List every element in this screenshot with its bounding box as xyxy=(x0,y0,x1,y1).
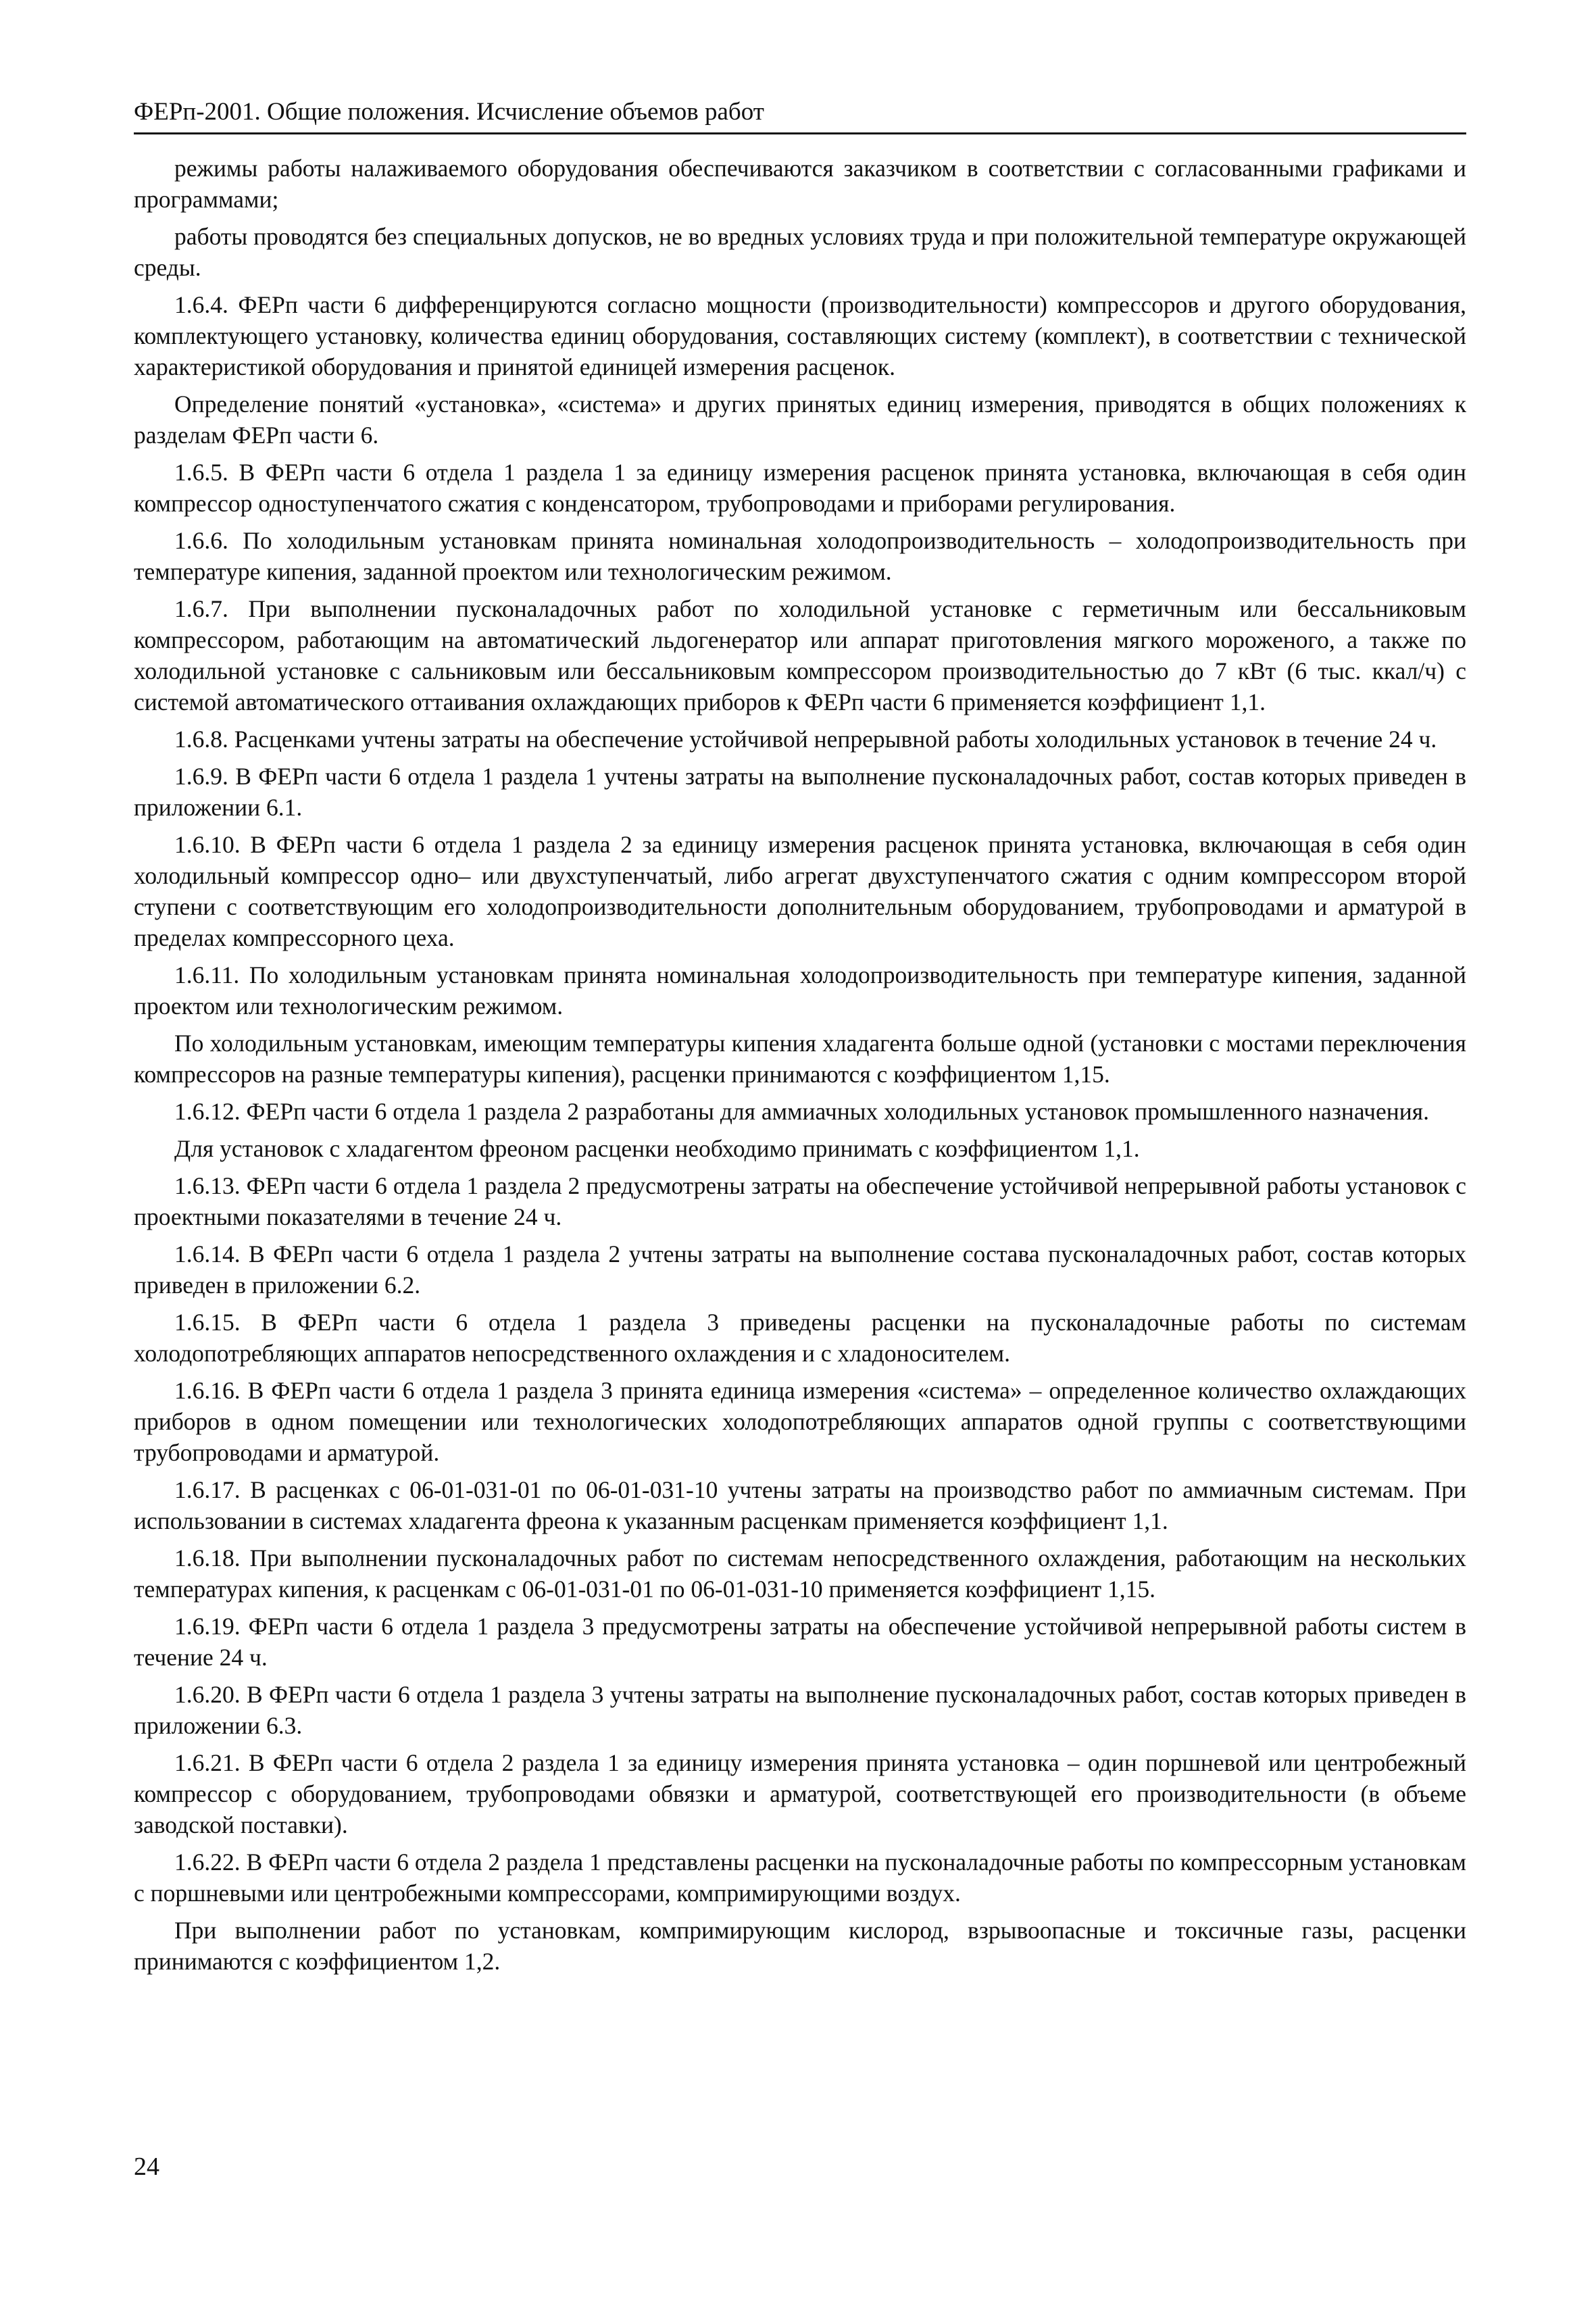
paragraph-adjustment-modes: режимы работы налаживаемого оборудования обеспечиваются заказчиком в соответствии с согласованными графиками и программами; xyxy=(134,155,1466,213)
paragraph-1-6-18: 1.6.18. При выполнении пусконаладочных работ по системам непосредственного охлаждения, работающим на нескольких температурах кипения, к расценкам с 06-01-031-01 по 06-01-031-10 применяется коэффициент 1,15. xyxy=(134,1544,1466,1603)
paragraph-1-6-21: 1.6.21. В ФЕРп части 6 отдела 2 раздела 1 за единицу измерения принята установка – один поршневой или центробежный компрессор с оборудованием, трубопроводами обвязки и арматурой, соответствующей его производительности (в объеме заводской поставки). xyxy=(134,1749,1466,1838)
paragraph-1-6-22: 1.6.22. В ФЕРп части 6 отдела 2 раздела 1 представлены расценки на пусконаладочные работы по компрессорным установкам с поршневыми или центробежными компрессорами, компримирующими воздух. xyxy=(134,1848,1466,1907)
paragraph-hazardous-gases: При выполнении работ по установкам, компримирующим кислород, взрывоопасные и токсичные газы, расценки принимаются с коэффициентом 1,2. xyxy=(134,1917,1466,1975)
paragraph-1-6-14: 1.6.14. В ФЕРп части 6 отдела 1 раздела 2 учтены затраты на выполнение состава пусконаладочных работ, состав которых приведен в приложении 6.2. xyxy=(134,1240,1466,1299)
paragraph-freon-coefficient: Для установок с хладагентом фреоном расценки необходимо принимать с коэффициентом 1,1. xyxy=(174,1135,1140,1162)
paragraph-multiple-temperatures: По холодильным установкам, имеющим температуры кипения хладагента больше одной (установки с мостами переключения компрессоров на разные температуры кипения), расценки принимаются с коэффициентом 1,15. xyxy=(134,1030,1466,1088)
paragraph-1-6-4: 1.6.4. ФЕРп части 6 дифференцируются согласно мощности (производительности) компрессоров и другого оборудования, комплектующего установку, количества единиц оборудования, составляющих систему (комплект), в соответствии с технической характеристикой оборудования и принятой единицей измерения расценок. xyxy=(134,291,1466,380)
body-text xyxy=(134,153,1466,1983)
header-rule xyxy=(134,132,1466,134)
paragraph-1-6-6: 1.6.6. По холодильным установкам принята номинальная холодопроизводительность – холодопроизводительность при температуре кипения, заданной проектом или технологическим режимом. xyxy=(134,527,1466,585)
paragraph-1-6-8: 1.6.8. Расценками учтены затраты на обеспечение устойчивой непрерывной работы холодильных установок в течение 24 ч. xyxy=(174,726,1437,753)
running-header: ФЕРп-2001. Общие положения. Исчисление объемов работ xyxy=(134,98,764,126)
paragraph-1-6-13: 1.6.13. ФЕРп части 6 отдела 1 раздела 2 предусмотрены затраты на обеспечение устойчивой непрерывной работы установок с проектными показателями в течение 24 ч. xyxy=(134,1172,1466,1230)
paragraph-1-6-7: 1.6.7. При выполнении пусконаладочных работ по холодильной установке с герметичным или бессальниковым компрессором, работающим на автоматический льдогенератор или аппарат приготовления мягкого мороженого, а также по холодильной установке с сальниковым или бессальниковым компрессором производительностью до 7 кВт (6 тыс. ккал/ч) с системой автоматического оттаивания охлаждающих приборов к ФЕРп части 6 применяется коэффициент 1,1. xyxy=(134,595,1466,715)
paragraph-1-6-5: 1.6.5. В ФЕРп части 6 отдела 1 раздела 1 за единицу измерения расценок принята установка, включающая в себя один компрессор одноступенчатого сжатия с конденсатором, трубопроводами и приборами регулирования. xyxy=(134,459,1466,517)
paragraph-1-6-10: 1.6.10. В ФЕРп части 6 отдела 1 раздела 2 за единицу измерения расценок принята установка, включающая в себя один холодильный компрессор одно– или двухступенчатый, либо агрегат двухступенчатого сжатия с одним компрессором второй ступени с соответствующим его холодопроизводительности дополнительным оборудованием, трубопроводами и арматурой в пределах компрессорного цеха. xyxy=(134,831,1466,951)
paragraph-1-6-12: 1.6.12. ФЕРп части 6 отдела 1 раздела 2 разработаны для аммиачных холодильных установок промышленного назначения. xyxy=(174,1098,1429,1125)
page-number: 24 xyxy=(134,2153,159,2181)
paragraph-1-6-9: 1.6.9. В ФЕРп части 6 отдела 1 раздела 1 учтены затраты на выполнение пусконаладочных работ, состав которых приведен в приложении 6.1. xyxy=(134,763,1466,821)
paragraph-1-6-11: 1.6.11. По холодильным установкам принята номинальная холодопроизводительность при температуре кипения, заданной проектом или технологическим режимом. xyxy=(134,961,1466,1020)
paragraph-1-6-16: 1.6.16. В ФЕРп части 6 отдела 1 раздела 3 принята единица измерения «система» – определенное количество охлаждающих приборов в одном помещении или технологических холодопотребляющих аппаратов одной группы с соответствующими трубопроводами и арматурой. xyxy=(134,1377,1466,1466)
paragraph-work-conditions: работы проводятся без специальных допусков, не во вредных условиях труда и при положительной температуре окружающей среды. xyxy=(134,223,1466,281)
paragraph-1-6-20: 1.6.20. В ФЕРп части 6 отдела 1 раздела 3 учтены затраты на выполнение пусконаладочных работ, состав которых приведен в приложении 6.3. xyxy=(134,1681,1466,1739)
paragraph-1-6-17: 1.6.17. В расценках с 06-01-031-01 по 06-01-031-10 учтены затраты на производство работ по аммиачным системам. При использовании в системах хладагента фреона к указанным расценкам применяется коэффициент 1,1. xyxy=(134,1476,1466,1534)
paragraph-1-6-19: 1.6.19. ФЕРп части 6 отдела 1 раздела 3 предусмотрены затраты на обеспечение устойчивой непрерывной работы систем в течение 24 ч. xyxy=(134,1613,1466,1671)
paragraph-definitions: Определение понятий «установка», «система» и других принятых единиц измерения, приводятся в общих положениях к разделам ФЕРп части 6. xyxy=(134,391,1466,449)
paragraph-1-6-15: 1.6.15. В ФЕРп части 6 отдела 1 раздела 3 приведены расценки на пусконаладочные работы по системам холодопотребляющих аппаратов непосредственного охлаждения и с хладоносителем. xyxy=(134,1309,1466,1367)
